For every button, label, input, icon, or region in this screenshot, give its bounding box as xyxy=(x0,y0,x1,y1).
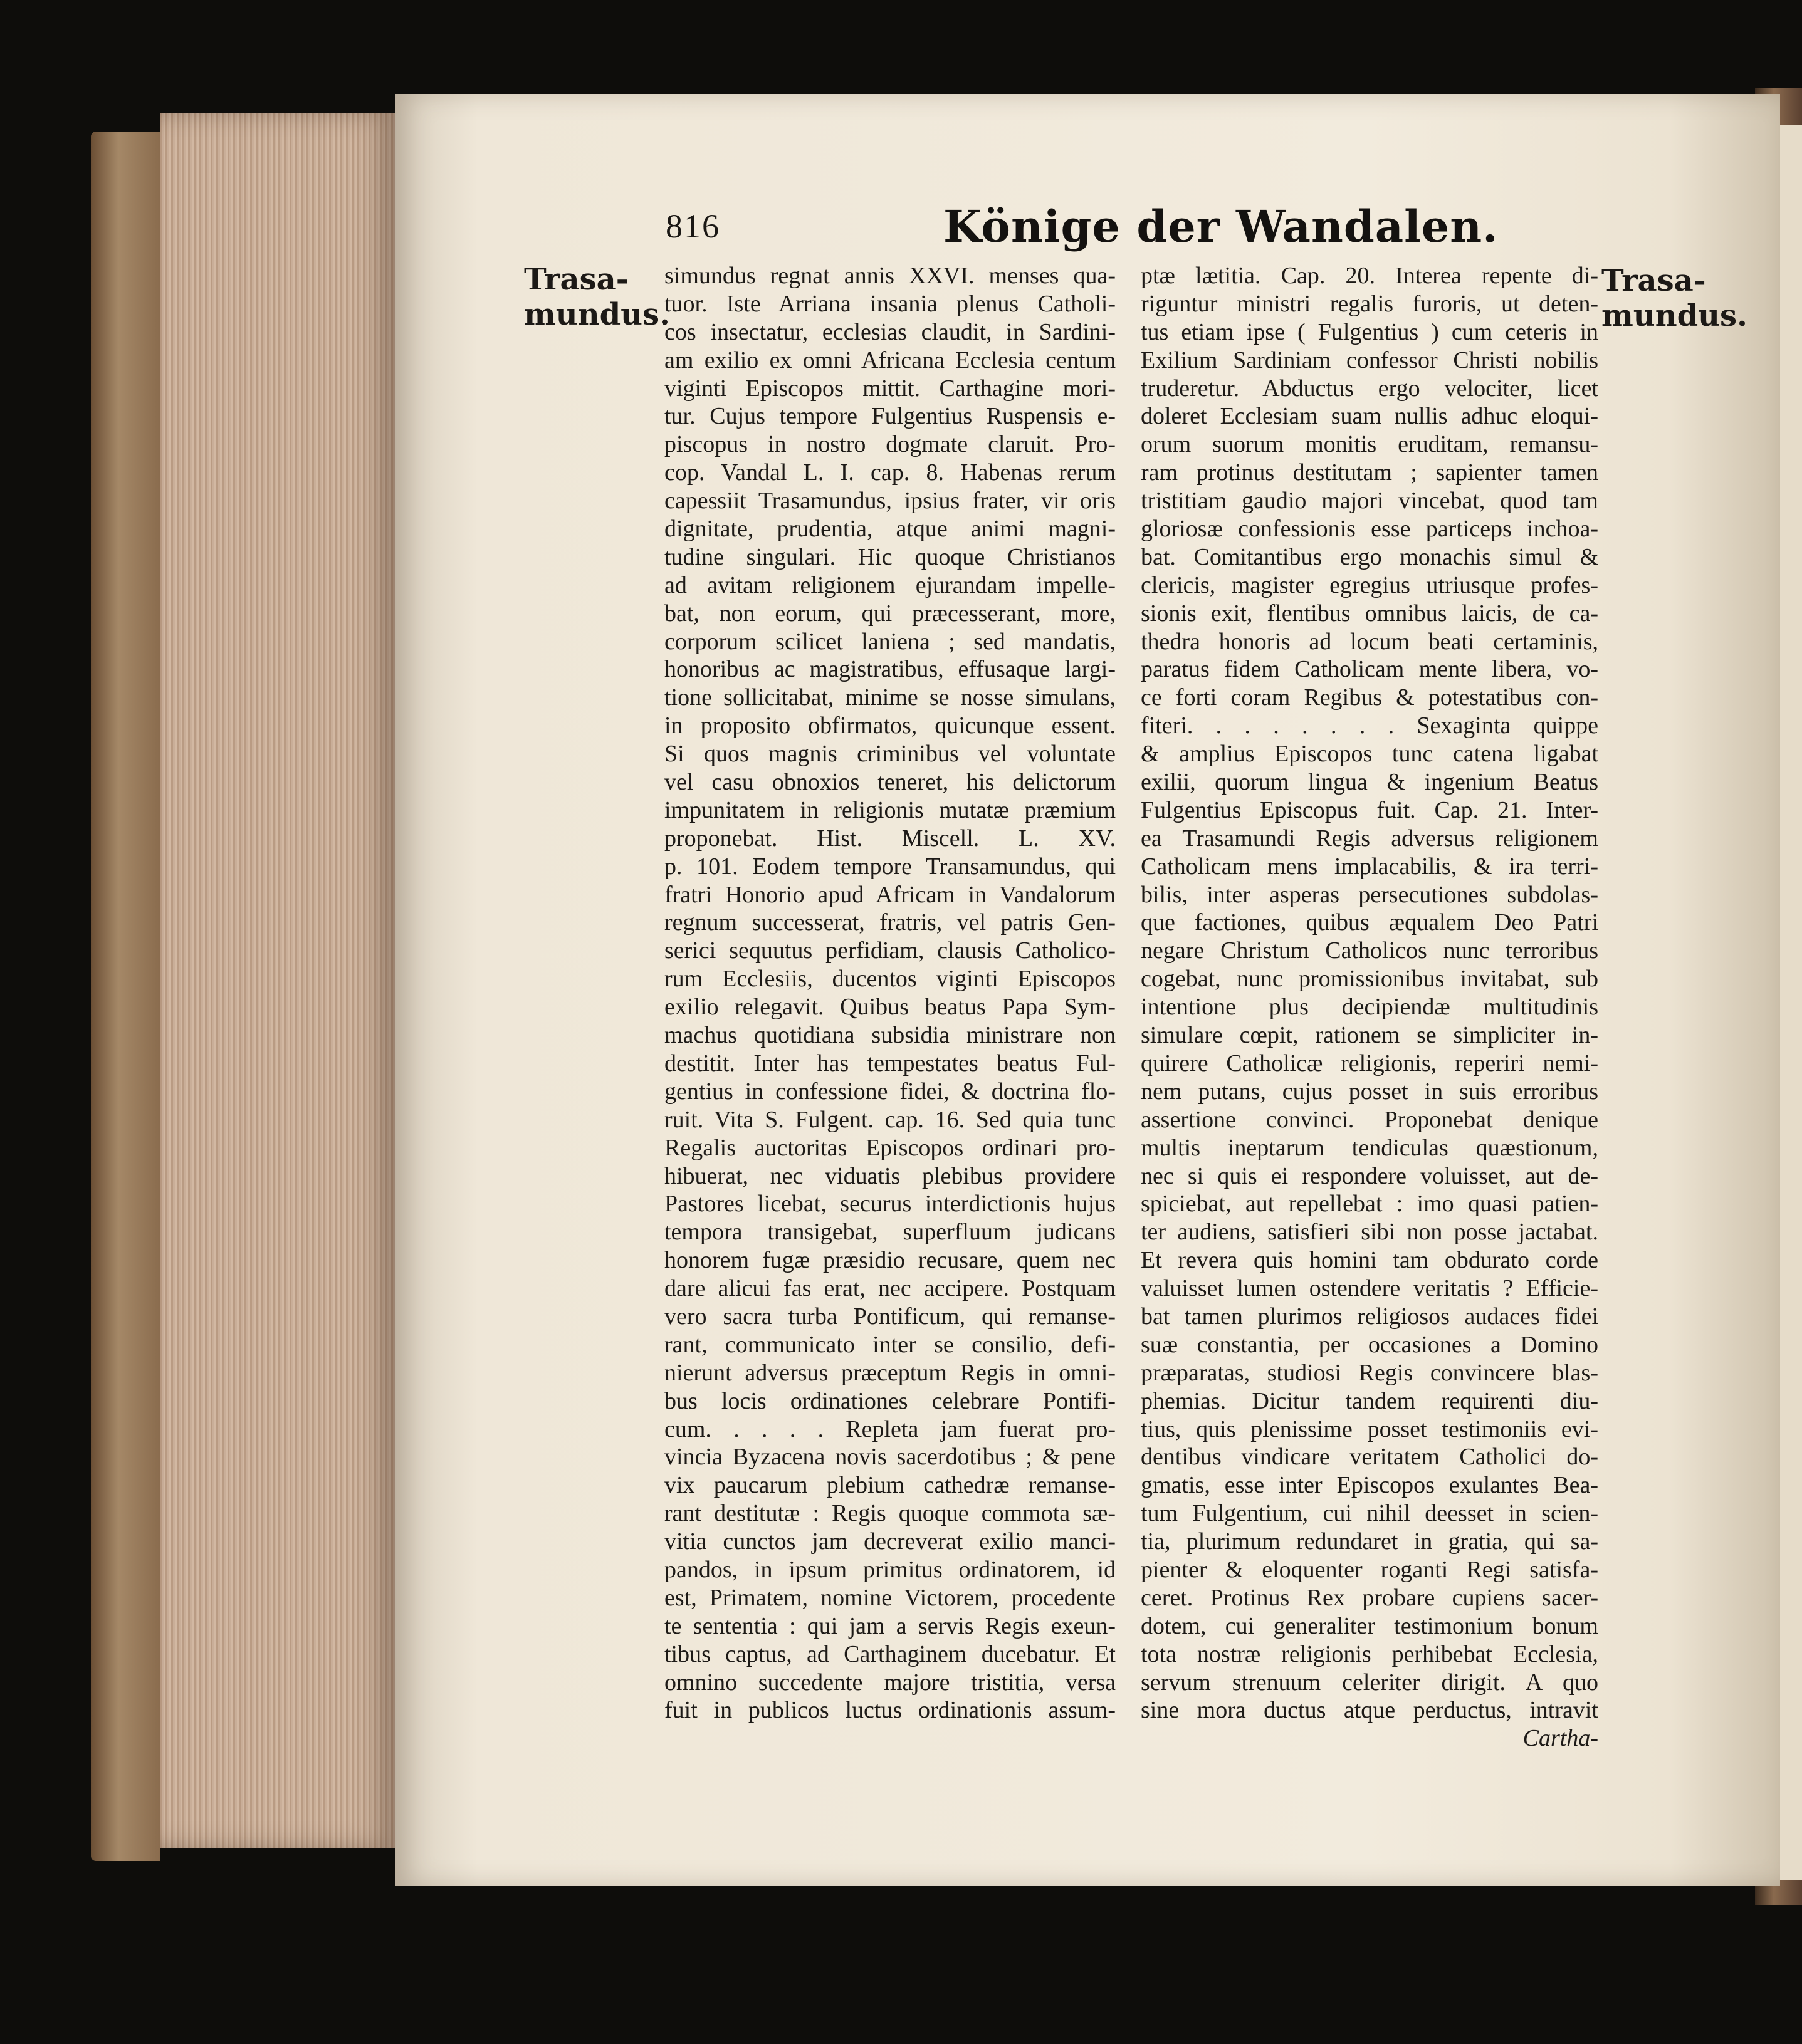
text-column-right xyxy=(1141,262,1598,1753)
text-line: Catholicam mens implacabilis, & ira terri- xyxy=(1141,853,1598,880)
text-line: tur. Cujus tempore Fulgentius Ruspensis e- xyxy=(664,403,1116,430)
text-line: tione sollicitabat, minime se nosse simulans, xyxy=(664,684,1116,711)
text-line: doleret Ecclesiam suam nullis adhuc eloqui- xyxy=(1141,403,1598,430)
text-line: tempora transigebat, superfluum judicans xyxy=(664,1219,1116,1246)
text-line: exilii, quorum lingua & ingenium Beatus xyxy=(1141,769,1598,796)
text-line: assertione convinci. Proponebat denique xyxy=(1141,1106,1598,1133)
text-line: valuisset lumen ostendere veritatis ? Efficie- xyxy=(1141,1275,1598,1302)
text-line: destitit. Inter has tempestates beatus Ful- xyxy=(664,1050,1116,1077)
text-line: vix paucarum plebium cathedræ remanse- xyxy=(664,1472,1116,1499)
catchword: Cartha- xyxy=(1522,1725,1598,1752)
text-line: rum Ecclesiis, ducentos viginti Episcopos xyxy=(664,966,1116,993)
text-line: thedra honoris ad locum beati certaminis, xyxy=(1141,628,1598,655)
text-line: proponebat. Hist. Miscell. L. XV. xyxy=(664,825,1116,852)
text-line: spiciebat, aut repellebat : imo quasi patien- xyxy=(1141,1191,1598,1218)
text-line: ptæ lætitia. Cap. 20. Interea repente di- xyxy=(1141,263,1598,289)
text-line: simulare cœpit, rationem se simpliciter in- xyxy=(1141,1022,1598,1049)
text-line: negare Christum Catholicos nunc terroribus xyxy=(1141,937,1598,964)
text-line: riguntur ministri regalis furoris, ut deten- xyxy=(1141,290,1598,317)
text-line: tius, quis plenissime posset testimoniis evi- xyxy=(1141,1416,1598,1442)
text-line: nec si quis ei respondere voluisset, aut de- xyxy=(1141,1162,1598,1189)
text-line: clericis, magister egregius utriusque profes- xyxy=(1141,571,1598,598)
text-line: ceret. Protinus Rex probare cupiens sacer- xyxy=(1141,1584,1598,1611)
text-line: honoribus ac magistratibus, effusaque largi- xyxy=(664,656,1116,683)
text-line: Et revera quis homini tam obdurato corde xyxy=(1141,1247,1598,1274)
text-line: dare alicui fas erat, nec accipere. Postquam xyxy=(664,1275,1116,1302)
text-line: vel casu obnoxios teneret, his delictorum xyxy=(664,769,1116,796)
book-cover-edge xyxy=(91,132,160,1861)
text-line: tus etiam ipse ( Fulgentius ) cum ceteris in xyxy=(1141,318,1598,345)
text-line: præparatas, studiosi Regis convincere blas- xyxy=(1141,1359,1598,1386)
text-line: in proposito obfirmatos, quicunque essent. xyxy=(664,712,1116,739)
text-line: tudine singulari. Hic quoque Christianos xyxy=(664,543,1116,570)
text-line: Fulgentius Episcopus fuit. Cap. 21. Inter- xyxy=(1141,796,1598,823)
page-block-edge xyxy=(160,113,398,1848)
text-line: servum strenuum celeriter dirigit. A quo xyxy=(1141,1669,1598,1696)
text-line: fuit in publicos luctus ordinationis assum- xyxy=(664,1697,1116,1724)
text-line: piscopus in nostro dogmate claruit. Pro- xyxy=(664,431,1116,458)
text-line: serici sequutus perfidiam, clausis Catholico- xyxy=(664,937,1116,964)
text-line: dentibus vindicare veritatem Catholici do- xyxy=(1141,1444,1598,1471)
text-line: viginti Episcopos mittit. Carthagine mori- xyxy=(664,375,1116,402)
text-column-left xyxy=(664,262,1116,1724)
text-line: phemias. Dicitur tandem requirenti diu- xyxy=(1141,1387,1598,1414)
text-line: bat, non eorum, qui præcesserant, more, xyxy=(664,600,1116,627)
text-line: bilis, inter asperas persecutiones subdolas- xyxy=(1141,881,1598,908)
text-line: paratus fidem Catholicam mente libera, vo- xyxy=(1141,656,1598,683)
text-line: gloriosæ confessionis esse particeps inchoa- xyxy=(1141,516,1598,543)
text-line: intentione plus decipiendæ multitudinis xyxy=(1141,994,1598,1021)
text-line: est, Primatem, nomine Victorem, procedente xyxy=(664,1584,1116,1611)
text-line: cop. Vandal L. I. cap. 8. Habenas rerum xyxy=(664,459,1116,486)
text-line: bus locis ordinationes celebrare Pontifi- xyxy=(664,1387,1116,1414)
text-line: tum Fulgentium, cui nihil deesset in scien- xyxy=(1141,1500,1598,1527)
text-line: ram protinus destitutam ; sapienter tamen xyxy=(1141,459,1598,486)
text-line: sine mora ductus atque perductus, intravit xyxy=(1141,1697,1598,1724)
text-line: capessiit Trasamundus, ipsius frater, vir oris xyxy=(664,488,1116,514)
text-line: que factiones, quibus æqualem Deo Patri xyxy=(1141,909,1598,936)
text-line: te sententia : qui jam a servis Regis exeun- xyxy=(664,1612,1116,1639)
text-line: cum. . . . . Repleta jam fuerat pro- xyxy=(664,1416,1116,1442)
text-line: pienter & eloquenter roganti Regi satisfa- xyxy=(1141,1556,1598,1583)
text-line: sionis exit, flentibus omnibus laicis, de ca- xyxy=(1141,600,1598,627)
text-line: tristitiam gaudio majori vincebat, quod tam xyxy=(1141,488,1598,514)
text-line: rant, communicato inter se consilio, defi- xyxy=(664,1331,1116,1358)
text-line: exilio relegavit. Quibus beatus Papa Sym- xyxy=(664,994,1116,1021)
text-line: hibuerat, nec viduatis plebibus providere xyxy=(664,1162,1116,1189)
text-line: gentius in confessione fidei, & doctrina flo- xyxy=(664,1078,1116,1105)
text-line: ea Trasamundi Regis adversus religionem xyxy=(1141,825,1598,852)
text-line: regnum successerat, fratris, vel patris Gen- xyxy=(664,909,1116,936)
text-line: Si quos magnis criminibus vel voluntate xyxy=(664,741,1116,768)
text-line: nierunt adversus præceptum Regis in omni- xyxy=(664,1359,1116,1386)
text-line: ad avitam religionem ejurandam impelle- xyxy=(664,571,1116,598)
text-line: bat. Comitantibus ergo monachis simul & xyxy=(1141,543,1598,570)
text-line: multis ineptarum tendiculas quæstionum, xyxy=(1141,1134,1598,1161)
text-line: fratri Honorio apud Africam in Vandalorum xyxy=(664,881,1116,908)
text-line: Regalis auctoritas Episcopos ordinari pro- xyxy=(664,1134,1116,1161)
text-line: gmatis, esse inter Episcopos exulantes Bea- xyxy=(1141,1472,1598,1499)
text-line: omnino succedente majore tristitia, versa xyxy=(664,1669,1116,1696)
running-title: Könige der Wandalen. xyxy=(943,201,1499,253)
text-line: honorem fugæ præsidio recusare, quem nec xyxy=(664,1247,1116,1274)
text-line: cos insectatur, ecclesias claudit, in Sardini- xyxy=(664,318,1116,345)
text-line: ter audiens, satisfieri sibi non posse jactabat. xyxy=(1141,1219,1598,1246)
text-line: vero sacra turba Pontificum, qui remanse- xyxy=(664,1303,1116,1330)
text-line: machus quotidiana subsidia ministrare non xyxy=(664,1022,1116,1049)
text-line: tuor. Iste Arriana insania plenus Catholi- xyxy=(664,290,1116,317)
text-line: impunitatem in religionis mutatæ præmium xyxy=(664,796,1116,823)
text-line: dotem, cui generaliter testimonium bonum xyxy=(1141,1612,1598,1639)
text-line: bat tamen plurimos religiosos audaces fidei xyxy=(1141,1303,1598,1330)
text-line: p. 101. Eodem tempore Transamundus, qui xyxy=(664,853,1116,880)
text-line: ce forti coram Regibus & potestatibus con- xyxy=(1141,684,1598,711)
text-line: dignitate, prudentia, atque animi magni- xyxy=(664,516,1116,543)
text-line: vincia Byzacena novis sacerdotibus ; & pene xyxy=(664,1444,1116,1471)
text-line: orum suorum monitis eruditam, remansu- xyxy=(1141,431,1598,458)
text-line: & amplius Episcopos tunc catena ligabat xyxy=(1141,741,1598,768)
text-line: corporum scilicet laniena ; sed mandatis, xyxy=(664,628,1116,655)
text-line: truderetur. Abductus ergo velociter, licet xyxy=(1141,375,1598,402)
margin-note-left: Trasa- mundus. xyxy=(524,262,670,332)
text-line: tibus captus, ad Carthaginem ducebatur. Et xyxy=(664,1640,1116,1667)
text-line: suæ constantia, per occasiones a Domino xyxy=(1141,1331,1598,1358)
margin-note-right: Trasa- mundus. xyxy=(1601,263,1747,333)
text-line: Pastores licebat, securus interdictionis hujus xyxy=(664,1191,1116,1218)
text-line: simundus regnat annis XXVI. menses qua- xyxy=(664,263,1116,289)
text-line: cogebat, nunc promissionibus invitabat, sub xyxy=(1141,966,1598,993)
text-line: fiteri. . . . . . . . Sexaginta quippe xyxy=(1141,712,1598,739)
text-line: ruit. Vita S. Fulgent. cap. 16. Sed quia tunc xyxy=(664,1106,1116,1133)
text-line: tota nostræ religionis perhibebat Ecclesia, xyxy=(1141,1640,1598,1667)
text-line: quirere Catholicæ religionis, reperiri nemi- xyxy=(1141,1050,1598,1077)
page-number: 816 xyxy=(666,207,720,245)
text-line: Exilium Sardiniam confessor Christi nobilis xyxy=(1141,347,1598,373)
text-line: nem putans, cujus posset in suis erroribus xyxy=(1141,1078,1598,1105)
text-line: am exilio ex omni Africana Ecclesia centum xyxy=(664,347,1116,373)
text-line: rant destitutæ : Regis quoque commota sæ- xyxy=(664,1500,1116,1527)
text-line: tia, plurimum redundaret in gratia, qui sa- xyxy=(1141,1528,1598,1555)
text-line: vitia cunctos jam decreverat exilio manci- xyxy=(664,1528,1116,1555)
text-line: pandos, in ipsum primitus ordinatorem, id xyxy=(664,1556,1116,1583)
